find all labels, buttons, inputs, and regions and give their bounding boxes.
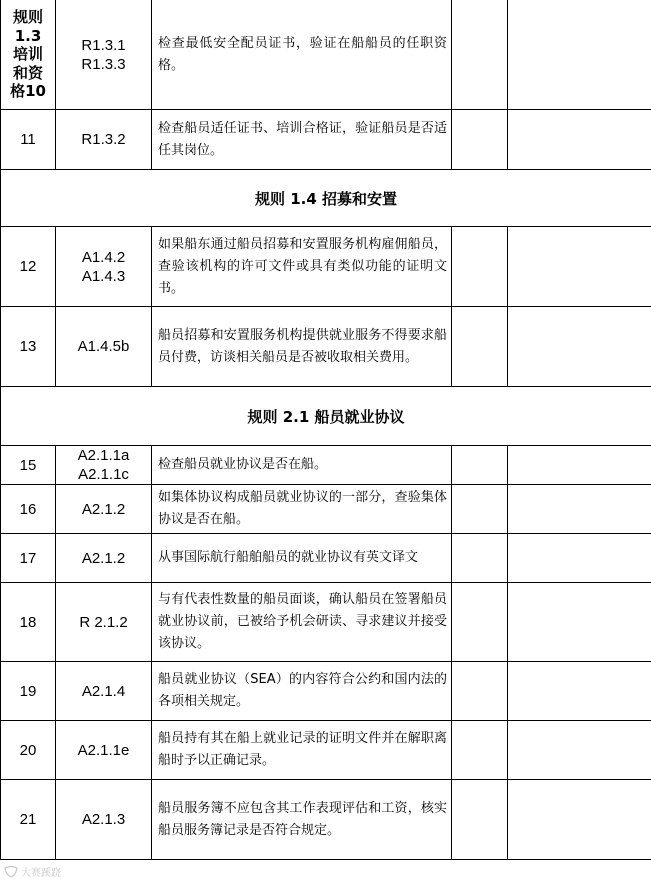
empty-cell (452, 534, 508, 583)
code-text: A2.1.3 (81, 811, 126, 828)
watermark-text: 大赛蹊跷 (21, 868, 61, 879)
table-row (1, 485, 651, 534)
empty-cell (452, 307, 508, 387)
code-cell (56, 307, 152, 387)
code-text: A2.1.1c (78, 466, 129, 483)
section-heading: 规则 2.1 船员就业协议 (1, 387, 651, 446)
table-row (1, 110, 651, 170)
empty-cell (452, 446, 508, 485)
description-cell: 检查船员适任证书、培训合格证，验证船员是否适任其岗位。 (152, 110, 452, 170)
description-cell: 如集体协议构成船员就业协议的一部分，查验集体协议是否在船。 (152, 485, 452, 534)
description-cell: 船员就业协议（SEA）的内容符合公约和国内法的各项相关规定。 (152, 662, 452, 721)
empty-cell (508, 485, 651, 534)
empty-cell (452, 662, 508, 721)
code-cell (56, 110, 152, 170)
empty-cell (452, 780, 508, 860)
description-cell: 船员服务簿不应包含其工作表现评估和工资，核实船员服务簿记录是否符合规定。 (152, 780, 452, 860)
code-text: R1.3.3 (81, 55, 126, 73)
description-cell: 如果船东通过船员招募和安置服务机构雇佣船员，查验该机构的许可文件或具有类似功能的证明文书。 (152, 227, 452, 307)
code-text: A2.1.1e (77, 741, 130, 759)
code-text: A1.4.3 (81, 267, 126, 285)
description-cell: 检查最低安全配员证书，验证在船船员的任职资格。 (152, 0, 452, 110)
description-cell: 与有代表性数量的船员面谈，确认船员在签署船员就业协议前，已被给予机会研读、寻求建议并接受该协议。 (152, 583, 452, 662)
description-cell: 船员持有其在船上就业记录的证明文件并在解职离船时予以正确记录。 (152, 721, 452, 780)
table-row (1, 0, 651, 110)
empty-cell (508, 662, 651, 721)
rule-label-line: 规则 (12, 8, 43, 27)
code-cell (56, 485, 152, 534)
row-number-cell: 13 (1, 307, 56, 387)
code-cell (56, 721, 152, 780)
description-cell: 从事国际航行船舶船员的就业协议有英文译文 (152, 534, 452, 583)
table-row (1, 446, 651, 485)
table-row (1, 227, 651, 307)
row-number-cell: 21 (1, 780, 56, 860)
code-text: A2.1.2 (81, 500, 126, 518)
description-cell: 船员招募和安置服务机构提供就业服务不得要求船员付费，访谈相关船员是否被收取相关费用。 (152, 307, 452, 387)
rule-label-line: 1.3 (14, 26, 42, 45)
code-text: R1.3.2 (81, 131, 126, 148)
empty-cell (508, 227, 651, 307)
section-row (1, 387, 651, 446)
row-number-cell: 11 (1, 110, 56, 170)
empty-cell (452, 0, 508, 110)
row-number-cell: 12 (1, 227, 56, 307)
code-cell (56, 583, 152, 662)
empty-cell (452, 721, 508, 780)
code-text: A1.4.5b (77, 338, 130, 355)
row-number-cell: 18 (1, 583, 56, 662)
table-row (1, 780, 651, 860)
code-text: A2.1.4 (81, 682, 126, 700)
table-row (1, 721, 651, 780)
empty-cell (452, 227, 508, 307)
watermark (4, 864, 61, 879)
table-row (1, 534, 651, 583)
code-text: A2.1.1a (77, 447, 130, 464)
code-text: R1.3.1 (81, 36, 126, 54)
row-number-cell: 15 (1, 446, 56, 485)
table-row (1, 307, 651, 387)
code-cell (56, 0, 152, 110)
empty-cell (508, 446, 651, 485)
shield-icon (4, 866, 18, 878)
code-cell (56, 780, 152, 860)
code-cell (56, 446, 152, 485)
section-row (1, 170, 651, 227)
row-number-cell: 19 (1, 662, 56, 721)
description-cell: 检查船员就业协议是否在船。 (152, 446, 452, 485)
code-cell (56, 662, 152, 721)
empty-cell (452, 485, 508, 534)
empty-cell (452, 583, 508, 662)
empty-cell (452, 110, 508, 170)
empty-cell (508, 583, 651, 662)
rule-label-line: 和资 (12, 63, 43, 82)
rule-label-cell (1, 0, 56, 110)
row-number-cell: 17 (1, 534, 56, 583)
empty-cell (508, 534, 651, 583)
code-cell (56, 534, 152, 583)
empty-cell (508, 780, 651, 860)
row-number-cell: 16 (1, 485, 56, 534)
section-heading: 规则 1.4 招募和安置 (1, 170, 651, 227)
rule-label-line: 培训 (12, 45, 43, 64)
table-row (1, 583, 651, 662)
code-text: R 2.1.2 (79, 613, 128, 631)
code-cell (56, 227, 152, 307)
empty-cell (508, 110, 651, 170)
empty-cell (508, 721, 651, 780)
table-row (1, 662, 651, 721)
empty-cell (508, 307, 651, 387)
code-text: A1.4.2 (81, 248, 126, 266)
code-text: A2.1.2 (81, 549, 126, 567)
rule-label-line: 格10 (10, 82, 46, 101)
empty-cell (508, 0, 651, 110)
row-number-cell: 20 (1, 721, 56, 780)
